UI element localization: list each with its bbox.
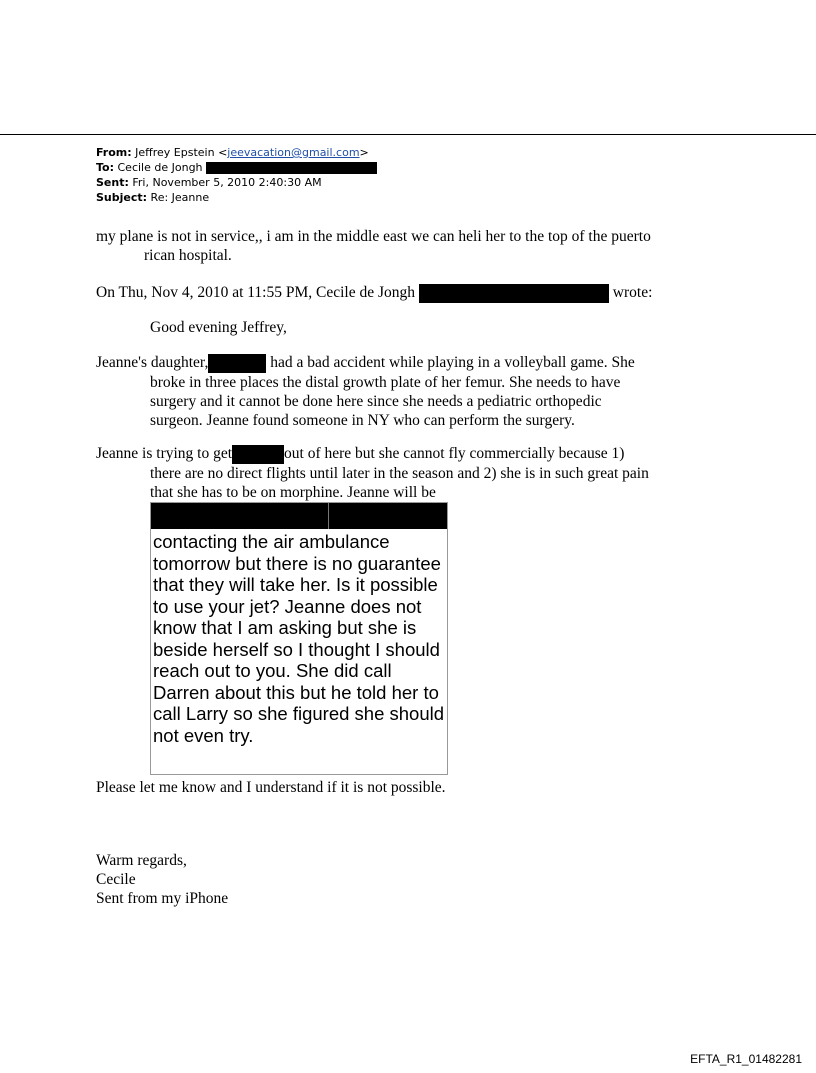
document-id: EFTA_R1_01482281 (690, 1052, 802, 1066)
para1-line-1 (96, 353, 635, 373)
quoted-header (96, 283, 652, 303)
embedded-text-box (150, 502, 448, 775)
quoted-header-text: On Thu, Nov 4, 2010 at 11:55 PM, Cecile de Jongh (96, 284, 416, 301)
para1-line-3: surgery and it cannot be done here since she needs a pediatric orthopedic (150, 392, 602, 410)
box-line: reach out to you. She did call (153, 660, 392, 681)
box-line: contacting the air ambulance (153, 531, 390, 552)
box-line: call Larry so she figured she should (153, 703, 445, 724)
para2-line-1 (96, 444, 649, 464)
paragraph-1 (96, 353, 635, 430)
from-email-link[interactable]: jeevacation@gmail.com (227, 146, 360, 159)
embedded-text (153, 531, 447, 746)
box-line: Darren about this but he told her to (153, 681, 439, 703)
para2-line-3: that she has to be on morphine. Jeanne will be (150, 483, 436, 501)
from-label: From: (96, 146, 132, 159)
redaction-block (419, 284, 609, 303)
box-line: not even try. (153, 724, 254, 746)
sent-label: Sent: (96, 176, 129, 189)
from-close: > (359, 146, 369, 159)
box-line: to use your jet? Jeanne does not (153, 595, 422, 617)
to-value: Cecile de Jongh (117, 161, 203, 174)
paragraph-2 (96, 444, 649, 502)
reply-body (96, 227, 651, 265)
to-label: To: (96, 161, 114, 174)
signoff (96, 851, 228, 908)
to-row (96, 160, 377, 175)
para1-line-1b: had a bad accident while playing in a volleyball game. She (270, 354, 635, 371)
subject-row (96, 190, 377, 205)
para1-line-2: broke in three places the distal growth plate of her femur. She needs to have (150, 373, 621, 391)
signoff-name: Cecile (96, 871, 136, 888)
para1-line-4: surgeon. Jeanne found someone in NY who can perform the surgery. (150, 411, 575, 429)
redaction-block (208, 354, 266, 373)
from-row (96, 145, 377, 160)
quoted-header-wrote: wrote: (612, 284, 653, 301)
redaction-block (206, 162, 377, 174)
reply-line-1: my plane is not in service,, i am in the middle east we can heli her to the top of the puerto (96, 228, 651, 245)
subject-value: Re: Jeanne (150, 191, 210, 204)
box-line: know that I am asking but she is (153, 617, 417, 638)
reply-line-2: rican hospital. (144, 247, 232, 264)
para2-line-1b: out of here but she cannot fly commercially because 1) (284, 445, 625, 462)
para2-line-2: there are no direct flights until later in the season and 2) she is in such great pain (150, 464, 649, 482)
para1-line-1a: Jeanne's daughter, (96, 354, 209, 371)
sent-row (96, 175, 377, 190)
para2-line-1a: Jeanne is trying to get (96, 445, 233, 462)
box-line: that they will take her. Is it possible (153, 574, 438, 595)
signoff-regards: Warm regards, (96, 852, 187, 869)
box-line: beside herself so I thought I should (153, 638, 440, 660)
greeting: Good evening Jeffrey, (150, 319, 287, 336)
redaction-block (232, 445, 284, 464)
redaction-bar (151, 503, 447, 529)
from-value: Jeffrey Epstein < (135, 146, 228, 159)
box-line: tomorrow but there is no guarantee (153, 552, 441, 574)
sent-value: Fri, November 5, 2010 2:40:30 AM (132, 176, 322, 189)
subject-label: Subject: (96, 191, 148, 204)
closing-line: Please let me know and I understand if it is not possible. (96, 779, 446, 796)
header-rule (0, 134, 816, 135)
signoff-sent-from: Sent from my iPhone (96, 890, 229, 907)
email-header (96, 145, 377, 205)
